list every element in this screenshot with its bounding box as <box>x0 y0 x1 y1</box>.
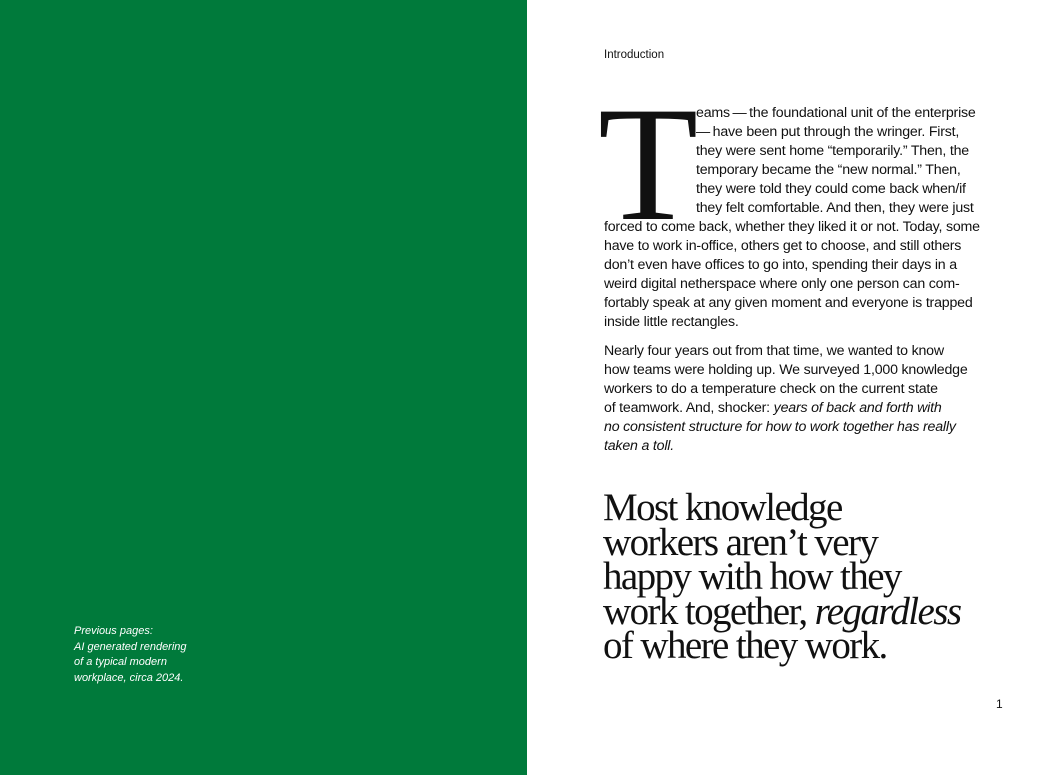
caption-line: workplace, circa 2024. <box>74 671 184 684</box>
caption-line: of a typical modern <box>74 656 167 668</box>
paragraph-2 <box>604 342 1004 456</box>
pull-quote-text: work together, <box>603 589 815 633</box>
paragraph-line: eams — the foundational unit of the enterprise <box>696 105 976 121</box>
paragraph-emphasis: years of back and forth with <box>773 400 942 416</box>
pull-quote-line: happy with how they <box>603 555 901 599</box>
paragraph-line: fortably speak at any given moment and everyone is trapped <box>604 295 973 311</box>
paragraph-text: of teamwork. And, shocker: <box>604 400 774 416</box>
paragraph-line: — have been put through the wringer. First, <box>696 124 960 140</box>
image-caption <box>74 624 234 686</box>
pull-quote <box>603 486 1013 668</box>
paragraph-line: don’t even have offices to go into, spending their days in a <box>604 257 957 273</box>
pull-quote-line: workers aren’t very <box>603 520 878 564</box>
caption-line: AI generated rendering <box>74 640 187 653</box>
paragraph-line: Nearly four years out from that time, we wanted to know <box>604 343 944 359</box>
paragraph-line: inside little rectangles. <box>604 314 739 330</box>
caption-line: Previous pages: <box>74 625 153 637</box>
paragraph-line: forced to come back, whether they liked it or not. Today, some <box>604 219 980 235</box>
section-label: Introduction <box>604 49 665 61</box>
paragraph-emphasis-line: no consistent structure for how to work together has really <box>604 419 956 435</box>
paragraph-line: workers to do a temperature check on the current state <box>604 381 938 397</box>
page-number: 1 <box>996 697 1003 711</box>
pull-quote-line: Most knowledge <box>603 486 842 529</box>
pull-quote-line: of where they work. <box>603 624 887 668</box>
pull-quote-emphasis: regardless <box>814 589 961 633</box>
paragraph-line: they were told they could come back when/if <box>696 181 966 197</box>
paragraph-emphasis-line: taken a toll. <box>604 438 674 454</box>
paragraph-line: they felt comfortable. And then, they were just <box>696 200 974 216</box>
paragraph-line: how teams were holding up. We surveyed 1,000 knowledge <box>604 362 968 378</box>
paragraph-line: temporary became the “new normal.” Then, <box>696 162 961 178</box>
paragraph-1 <box>598 74 1004 332</box>
paragraph-line: they were sent home “temporarily.” Then, the <box>696 143 969 159</box>
drop-cap: T <box>598 74 698 255</box>
introduction-body <box>598 74 1004 456</box>
paragraph-line: weird digital netherspace where only one person can com- <box>604 276 960 292</box>
paragraph-line <box>604 399 1004 418</box>
text-page <box>527 0 1054 775</box>
paragraph-line: have to work in-office, others get to choose, and still others <box>604 238 962 254</box>
